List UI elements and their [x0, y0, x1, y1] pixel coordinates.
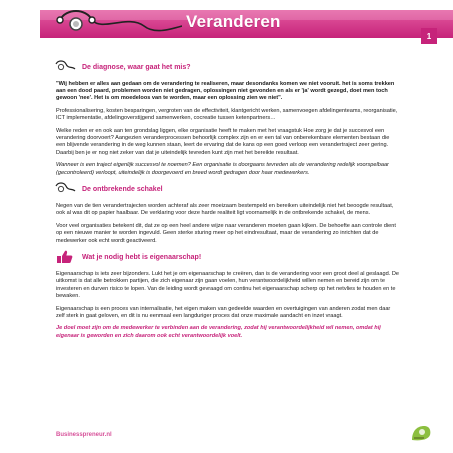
- page-number: 1: [421, 28, 437, 44]
- page-title: Veranderen: [186, 12, 281, 31]
- paragraph: Eigenaarschap is iets zeer bijzonders. Lukt het je om eigenaarschap te creëren, dan is de verandering voor een groot deel al geslaagd. De uitkomst is dat alle betrokken partijen, die zich eigenaar zijn gaan voelen, hun verantwoordelijkheid willen nemen en bereid zijn om te investeren en durven risico te lopen. Van de leiding wordt gevraagd om continu het eigenaarschap scherp op het netvlies te houden en te bewaken.: [56, 271, 399, 299]
- quote-paragraph: "Wij hebben er alles aan gedaan om de verandering te realiseren, maar desondanks komen we niet vooruit. het is soms trekken aan een dood paard, problemen worden niet gedragen, oplossingen niet gevonden en als er 'ja' wordt gezegd, doet men toch gewoon 'nee'. Het is om moedeloos van te worden, maar een oplossing zien we niet".: [56, 81, 395, 102]
- section-heading-text: Wat je nodig hebt is eigenaarschap!: [82, 253, 202, 261]
- paragraph: Voor veel organisaties betekent dit, dat ze op een heel andere wijze naar veranderen moeten gaan kijken. De behoefte aan controle dient op een nieuwe manier te worden ingevuld. Geen sterke sturing meer op het eindresultaat, maar de verandering zo inrichten dat de medewerker ook echt wordt geactiveerd.: [56, 223, 396, 244]
- paragraph: Wanneer is een traject eigenlijk succesvol te noemen? Een organisatie is doorgaans tevreden als de verandering redelijk voorspelbaar (gecontroleerd) verloopt, uiteindelijk is doorgevoerd en breed wordt gedragen door haar medewerkers.: [56, 162, 389, 176]
- section-heading-text: De diagnose, waar gaat het mis?: [82, 63, 191, 71]
- section-ontbrekende-schakel: [56, 182, 400, 245]
- stethoscope-icon: [32, 4, 182, 44]
- section-heading: [54, 182, 400, 196]
- businesspreneur-logo-icon: [410, 424, 432, 442]
- stethoscope-icon: [54, 60, 76, 74]
- section-heading: [54, 60, 400, 74]
- section-diagnose: [56, 60, 400, 177]
- section-heading: [54, 250, 400, 264]
- footer-url[interactable]: Businesspreneur.nl: [56, 432, 112, 438]
- thumbs-up-icon: [54, 250, 76, 264]
- paragraph: Welke reden er en ook aan ten grondslag liggen, elke organisatie heeft te maken met het vraagstuk Hoe zorg je dat je succesvol een verandering doorvoert? Aangezien veranderprocessen behoorlijk complex zijn en er een tal van onberekenbare elementen bestaan die een blijvende verandering in de weg kunnen staan, leert de ervaring dat de kans op een goed verloop een verandertraject zeer gering. Daarbij ben je er nog niet zeker van dat je uiteindelijk tevreden kunt zijn met het bereikte resultaat.: [56, 128, 390, 156]
- paragraph: Professionalisering, kosten besparingen, vergroten van de effectiviteit, klantgericht werken, samenvoegen afdelingenteams, reorganisatie, ICT implementatie, afdelingoverstijgend samenwerken, cocreatie tussen ketenpartners…: [56, 108, 398, 122]
- section-eigenaarschap: [56, 250, 400, 340]
- document-body: [56, 60, 400, 345]
- section-heading-text: De ontbrekende schakel: [82, 185, 163, 193]
- header: [0, 0, 453, 46]
- paragraph: Eigenaarschap is een proces van internalisatie, het eigen maken van gedeelde waarden en overtuigingen van anderen zodat men daar zelf sterk in gaat geloven, en dit is nu eenmaal een langduriger proces dat onze maximale aandacht en inzet vraagt.: [56, 305, 391, 319]
- conclusion-paragraph: Je doel moet zijn om de medewerker te verbinden aan de verandering, zodat hij verantwoordelijkheid wil nemen, omdat hij eigenaar is geworden en zich daarom ook echt verantwoordelijk voelt.: [56, 325, 381, 339]
- paragraph: Negen van de tien verandertrajecten worden achteraf als zeer moeizaam bestempeld en bereiken uiteindelijk niet het beoogde resultaat, ook al was dit op papier haalbaar. De verklaring voor deze harde realiteit ligt voornamelijk in de ontbrekende schakel, de mens.: [56, 203, 394, 217]
- stethoscope-icon: [54, 182, 76, 196]
